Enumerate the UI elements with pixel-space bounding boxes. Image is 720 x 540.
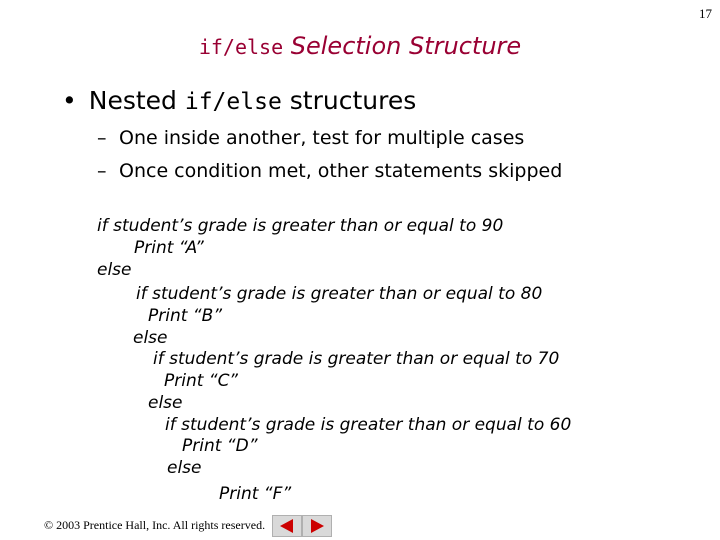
subpoint-dash: –	[97, 127, 107, 149]
copyright-footer: © 2003 Prentice Hall, Inc. All rights reserved.	[44, 518, 266, 532]
subpoint-1	[97, 127, 524, 149]
pseudocode-line: Print “A”	[134, 238, 204, 258]
subpoint-text: Once condition met, other statements skipped	[119, 160, 563, 182]
title-text: Selection Structure	[283, 32, 522, 60]
title-code: if/else	[198, 35, 284, 59]
subpoint-dash: –	[97, 160, 107, 182]
pseudocode-line: Print “F”	[219, 484, 292, 504]
pseudocode-line: else	[97, 260, 132, 280]
bullet-dot: •	[62, 86, 77, 115]
left-arrow-icon	[273, 516, 301, 536]
pseudocode-line: else	[133, 328, 168, 348]
pseudocode-line: Print “D”	[182, 436, 258, 456]
next-slide-button[interactable]	[302, 515, 332, 537]
pseudocode-line: Print “B”	[148, 306, 223, 326]
pseudocode-line: if student’s grade is greater than or equal to 70	[153, 349, 560, 369]
subpoint-2	[97, 160, 562, 182]
pseudocode-line: else	[148, 393, 183, 413]
pseudocode-line: if student’s grade is greater than or equal to 60	[165, 415, 572, 435]
subpoint-text: One inside another, test for multiple cases	[119, 127, 525, 149]
pseudocode-line: if student’s grade is greater than or equal to 80	[136, 284, 543, 304]
slide-title	[0, 32, 720, 60]
bullet-item	[62, 86, 416, 115]
bullet-prefix: Nested	[88, 86, 185, 115]
bullet-suffix: structures	[281, 86, 417, 115]
previous-slide-button[interactable]	[272, 515, 302, 537]
page-number: 17	[699, 6, 712, 21]
bullet-code: if/else	[184, 89, 282, 115]
right-arrow-icon	[303, 516, 331, 536]
pseudocode-line: else	[167, 458, 202, 478]
pseudocode-line: Print “C”	[164, 371, 238, 391]
pseudocode-line: if student’s grade is greater than or equal to 90	[97, 216, 504, 236]
